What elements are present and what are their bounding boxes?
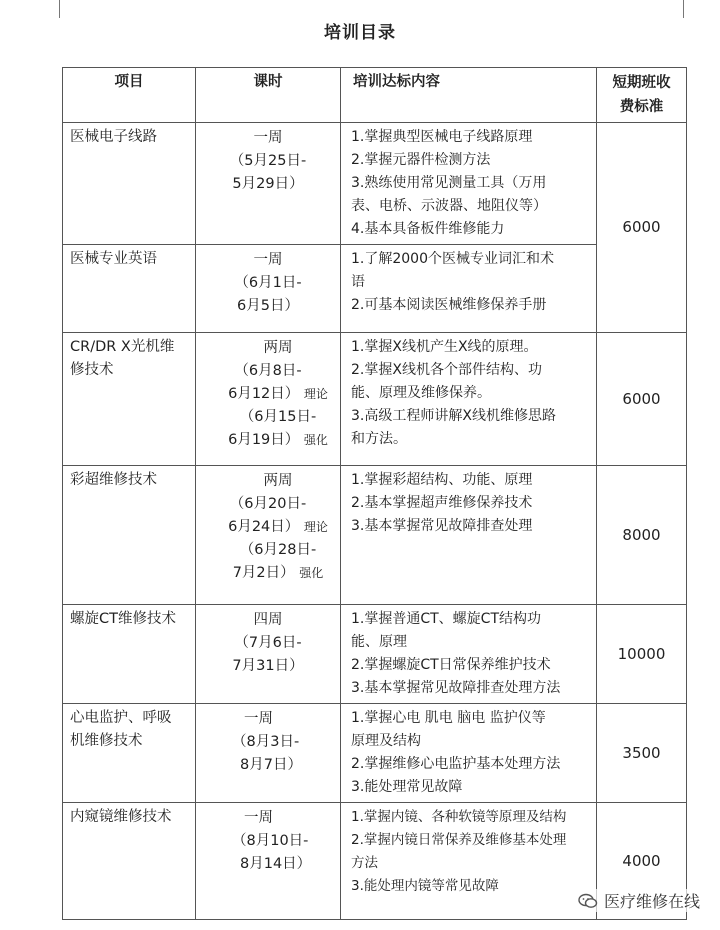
content-line: 3.基本掌握常见故障排查处理 — [351, 518, 533, 534]
table-row — [63, 466, 687, 605]
content-line: 能、原理及维修保养。 — [351, 385, 491, 401]
content-line: 2.可基本阅读医械维修保养手册 — [351, 297, 547, 313]
content-line: 3.高级工程师讲解X线机维修思路 — [351, 408, 556, 424]
hours-end: 7月31日） — [232, 658, 304, 674]
hours-end: 6月12日） — [228, 386, 300, 402]
content-line: 表、电桥、示波器、地阻仪等） — [351, 198, 547, 214]
fee-cell: 8000 — [597, 466, 687, 605]
hours-start: （6月15日- — [239, 409, 317, 425]
project-cell — [63, 605, 196, 704]
header-content: 培训达标内容 — [341, 68, 597, 123]
hours-end: 6月5日） — [237, 298, 299, 314]
hours-duration: 两周 — [263, 340, 293, 356]
content-line: 能、原理 — [351, 634, 407, 650]
project-cell — [63, 704, 196, 803]
project-name: CR/DR X光机维 — [70, 339, 175, 355]
content-line: 3.基本掌握常见故障排查处理方法 — [351, 680, 561, 696]
content-line: 2.掌握螺旋CT日常保养维护技术 — [351, 657, 551, 673]
content-line: 原理及结构 — [351, 733, 421, 749]
project-name: 内窥镜维修技术 — [70, 809, 172, 825]
hours-cell — [196, 605, 341, 704]
content-line: 语 — [351, 274, 365, 290]
content-cell — [341, 704, 597, 803]
training-catalog-table — [62, 67, 687, 920]
hours-duration: 一周 — [253, 130, 283, 146]
content-line: 和方法。 — [351, 431, 407, 447]
fee-cell: 4000 — [597, 803, 687, 920]
hours-end: 8月14日） — [240, 856, 312, 872]
content-line: 1.掌握内镜、各种软镜等原理及结构 — [351, 809, 567, 825]
content-cell — [341, 123, 597, 245]
hours-end: 7月2日） — [232, 565, 295, 581]
header-fee — [597, 68, 687, 123]
content-line: 1.掌握普通CT、螺旋CT结构功 — [351, 611, 542, 627]
hours-start: （6月28日- — [239, 542, 317, 558]
content-line: 2.掌握维修心电监护基本处理方法 — [351, 756, 561, 772]
wechat-icon — [578, 893, 598, 909]
hours-cell — [196, 704, 341, 803]
project-name: 医械专业英语 — [70, 251, 157, 267]
hours-start: （6月8日- — [234, 363, 302, 379]
table-row — [63, 245, 687, 333]
content-line: 2.掌握X线机各个部件结构、功 — [351, 362, 542, 378]
watermark — [578, 889, 700, 912]
hours-start: （8月3日- — [232, 734, 300, 750]
project-name: 修技术 — [70, 362, 114, 378]
content-line: 3.能处理内镜等常见故障 — [351, 878, 499, 894]
project-cell — [63, 333, 196, 466]
hours-end: 6月24日） — [228, 519, 300, 535]
content-cell — [341, 466, 597, 605]
corner-mark-right — [683, 0, 684, 18]
table-row — [63, 123, 687, 245]
project-cell — [63, 123, 196, 245]
content-line: 2.掌握元器件检测方法 — [351, 152, 491, 168]
hours-cell — [196, 466, 341, 605]
corner-mark-left — [59, 0, 60, 18]
project-name: 机维修技术 — [70, 733, 143, 749]
content-cell — [341, 245, 597, 333]
header-fee-line-1: 短期班收 — [612, 75, 671, 91]
hours-duration: 两周 — [263, 473, 293, 489]
content-line: 1.掌握X线机产生X线的原理。 — [351, 339, 538, 355]
content-cell — [341, 333, 597, 466]
project-name: 彩超维修技术 — [70, 472, 157, 488]
content-line: 1.掌握彩超结构、功能、原理 — [351, 472, 533, 488]
fee-cell: 6000 — [597, 123, 687, 333]
watermark-text: 医疗维修在线 — [603, 892, 700, 911]
hours-cell — [196, 333, 341, 466]
project-cell — [63, 803, 196, 920]
fee-cell: 10000 — [597, 605, 687, 704]
hours-tag: 强化 — [299, 566, 324, 580]
hours-duration: 一周 — [253, 252, 283, 268]
content-line: 2.掌握内镜日常保养及维修基本处理 — [351, 832, 567, 848]
project-name: 医械电子线路 — [70, 129, 157, 145]
hours-start: （8月10日- — [232, 833, 309, 849]
hours-start: （7月6日- — [234, 635, 302, 651]
fee-cell: 3500 — [597, 704, 687, 803]
content-line: 4.基本具备板件维修能力 — [351, 221, 505, 237]
hours-cell — [196, 123, 341, 245]
header-project: 项目 — [63, 68, 196, 123]
hours-tag: 理论 — [303, 387, 328, 401]
content-line: 方法 — [351, 855, 378, 871]
content-line: 3.能处理常见故障 — [351, 779, 463, 795]
table-row — [63, 704, 687, 803]
fee-cell: 6000 — [597, 333, 687, 466]
hours-duration: 一周 — [244, 810, 273, 826]
content-cell — [341, 605, 597, 704]
project-name: 螺旋CT维修技术 — [70, 611, 176, 627]
hours-tag: 强化 — [303, 433, 328, 447]
table-row — [63, 333, 687, 466]
header-fee-line-2: 费标准 — [619, 99, 664, 115]
project-cell — [63, 245, 196, 333]
content-line: 1.掌握心电 肌电 脑电 监护仪等 — [351, 710, 546, 726]
hours-end: 5月29日） — [232, 176, 304, 192]
hours-start: （6月20日- — [229, 496, 307, 512]
hours-duration: 四周 — [253, 612, 283, 628]
project-name: 心电监护、呼吸 — [70, 710, 172, 726]
hours-cell — [196, 803, 341, 920]
header-hours: 课时 — [196, 68, 341, 123]
content-line: 3.熟练使用常见测量工具（万用 — [351, 175, 547, 191]
project-cell — [63, 466, 196, 605]
table-row — [63, 605, 687, 704]
content-line: 1.掌握典型医械电子线路原理 — [351, 129, 533, 145]
content-line: 2.基本掌握超声维修保养技术 — [351, 495, 533, 511]
content-line: 1.了解2000个医械专业词汇和术 — [351, 251, 554, 267]
header-row — [63, 68, 687, 123]
hours-start: （5月25日- — [229, 153, 307, 169]
hours-tag: 理论 — [303, 520, 328, 534]
hours-start: （6月1日- — [234, 275, 302, 291]
content-cell — [341, 803, 597, 920]
hours-duration: 一周 — [244, 711, 273, 727]
hours-end: 6月19日） — [228, 432, 300, 448]
page-title: 培训目录 — [324, 23, 396, 43]
hours-cell — [196, 245, 341, 333]
hours-end: 8月7日） — [240, 757, 302, 773]
